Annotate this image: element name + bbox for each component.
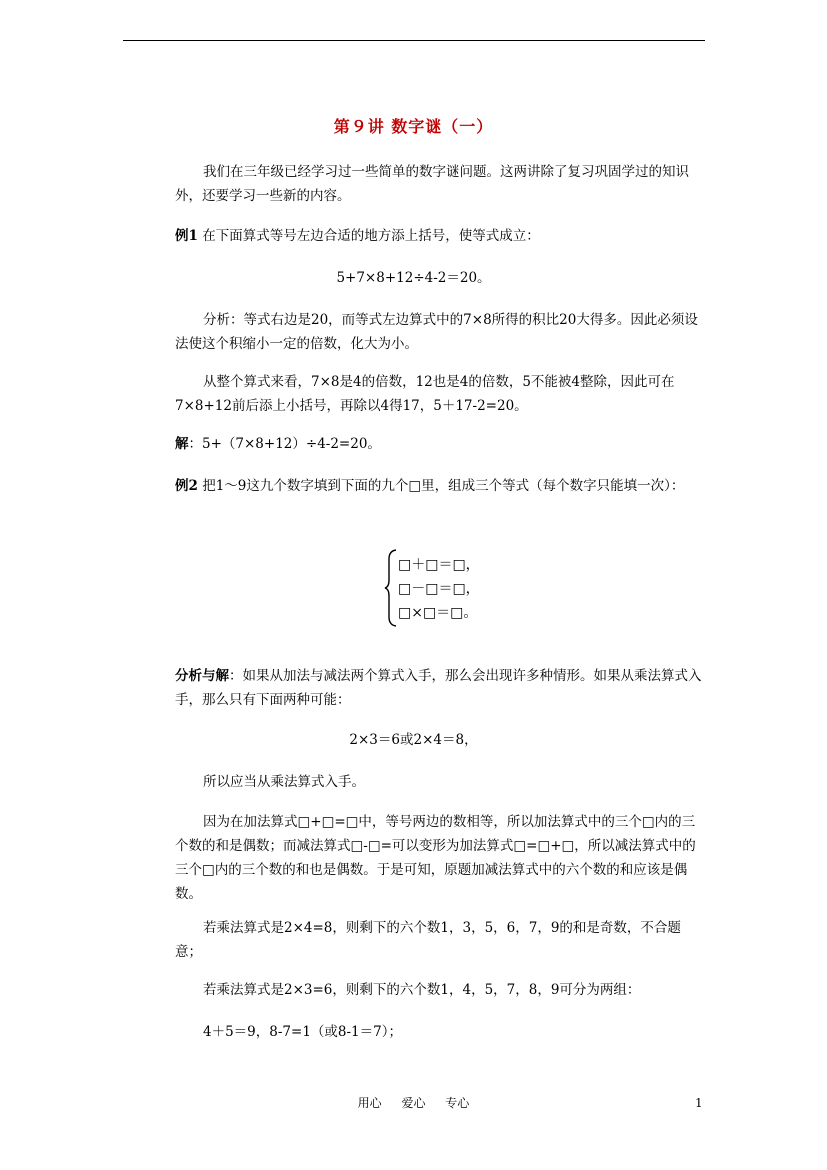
equation-system xyxy=(398,553,480,625)
example-2-label: 例2 xyxy=(175,478,198,494)
analysis-text: ：如果从加法与减法两个算式入手，那么会出现许多种情形。如果从乘法算式入手，那么只有下面两种可能： xyxy=(175,668,702,708)
example-2-text: 把1～9这九个数字填到下面的九个□里，组成三个等式（每个数字只能填一次）： xyxy=(197,478,685,494)
page-number: 1 xyxy=(695,1096,703,1110)
footer-slogan: 用心 爱心 专心 xyxy=(357,1096,470,1110)
equation-addition: □＋□＝□， xyxy=(398,557,480,573)
example-1-analysis-1: 分析：等式右边是20，而等式左边算式中的7×8所得的积比20大得多。因此必须设法使这个积缩小一定的倍数，化大为小。 xyxy=(175,312,698,352)
example-1-prompt xyxy=(175,224,705,248)
example-1-equation: 5+7×8+12÷4-2＝20。 xyxy=(336,270,491,286)
header-rule xyxy=(123,40,705,41)
example-1-text: 在下面算式等号左边合适的地方添上括号，使等式成立： xyxy=(197,228,540,244)
example-1-solution xyxy=(175,432,705,456)
paragraph-case-2x3: 若乘法算式是2×3=6，则剩下的六个数1，4，5，7，8，9可分为两组： xyxy=(203,982,641,998)
example-1-label: 例1 xyxy=(175,228,198,244)
equation-multiplication: □×□＝□。 xyxy=(398,605,478,621)
paragraph-conclusion: 所以应当从乘法算式入手。 xyxy=(203,774,365,790)
equation-subtraction: □－□＝□， xyxy=(398,581,480,597)
solution-label: 解 xyxy=(175,436,189,452)
paragraph-case-2x4: 若乘法算式是2×4=8，则剩下的六个数1，3，5，6，7，9的和是奇数，不合题意； xyxy=(175,920,681,960)
paragraph-groups: 4＋5＝9，8-7=1（或8-1＝7）； xyxy=(203,1024,402,1040)
intro-paragraph: 我们在三年级已经学习过一些简单的数字谜问题。这两讲除了复习巩固学过的知识外，还要学习一些新的内容。 xyxy=(175,164,689,204)
analysis-label: 分析与解 xyxy=(175,668,229,684)
page-title: 第９讲 数字谜（一） xyxy=(333,117,494,136)
solution-text: ：5+（7×8+12）÷4-2=20。 xyxy=(188,436,381,452)
possibilities-line: 2×3＝6或2×4＝8， xyxy=(349,732,478,748)
example-1-analysis-2: 从整个算式来看，7×8是4的倍数，12也是4的倍数，5不能被4整除，因此可在7×8+12前后添上小括号，再除以4得17，5＋17-2=20。 xyxy=(175,374,675,414)
paragraph-parity: 因为在加法算式□+□=□中，等号两边的数相等，所以加法算式中的三个□内的三个数的和是偶数；而减法算式□-□=可以变形为加法算式□=□+□，所以减法算式中的三个□内的三个数的和也是偶数。于是可知，原题加减法算式中的六个数的和应该是偶数。 xyxy=(175,814,696,902)
left-brace-icon xyxy=(384,549,398,627)
example-2-prompt xyxy=(175,474,705,498)
example-2-analysis xyxy=(175,664,705,712)
